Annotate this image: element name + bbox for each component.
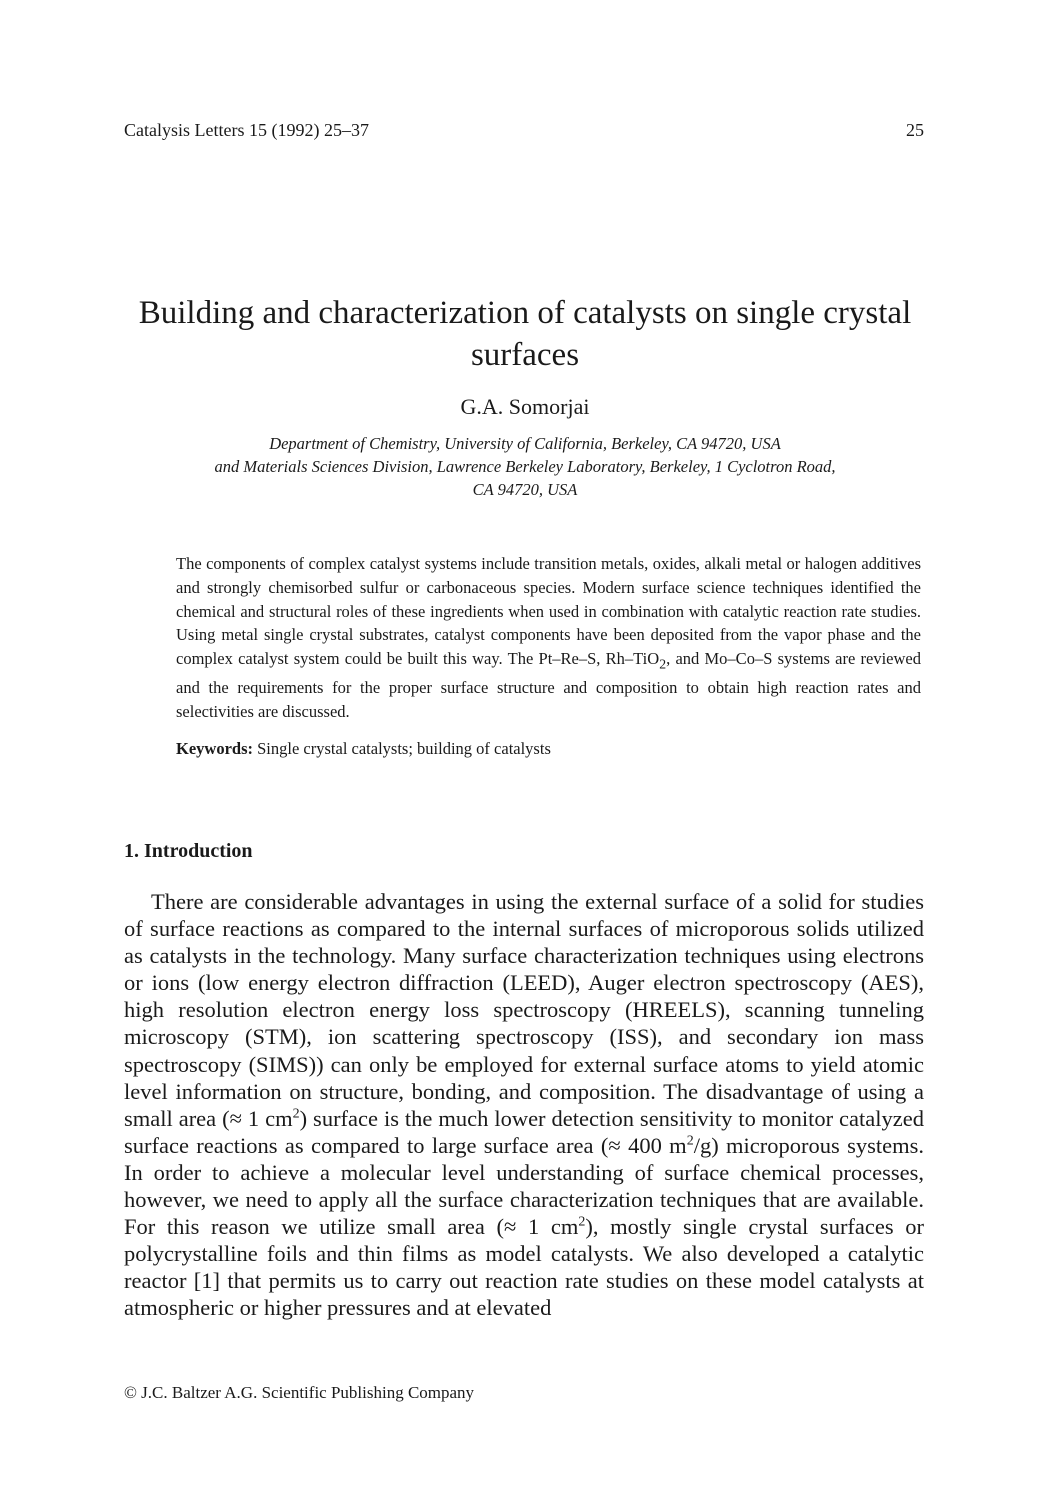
journal-citation: Catalysis Letters 15 (1992) 25–37 (124, 120, 369, 140)
keywords-text: Single crystal catalysts; building of catalysts (253, 739, 551, 758)
affiliation-line: CA 94720, USA (472, 480, 578, 499)
article-title: Building and characterization of catalysts on single crystal surfaces (138, 295, 912, 373)
superscript: 2 (686, 1133, 694, 1149)
copyright-footer: © J.C. Baltzer A.G. Scientific Publishing Company (124, 1383, 475, 1402)
author-affiliation (120, 432, 930, 501)
author-name: G.A. Somorjai (460, 394, 590, 419)
body-text-run: ), mostly single crystal surfaces or polycrystalline foils and thin films as model catalysts. We also developed a catalytic reactor [1] that permits us to carry out reaction rate studies on these model catalysts at atmospheric or higher pressures and at elevated (124, 1214, 925, 1321)
body-text-run: ) surface is the much lower detection sensitivity to monitor catalyzed surface reactions as compared to large surface area (≈ 400 m (124, 1105, 924, 1158)
abstract-text: The components of complex catalyst systems include transition metals, oxides, alkali metal or halogen additives and strongly chemisorbed sulfur or carbonaceous species. Modern surface science techniques identified the chemical and structural roles of these ingredients when used in combination with catalytic reaction rate studies. Using metal single crystal substrates, catalyst components have been deposited from the vapor phase and the complex catalyst system could be built this way. The Pt–Re–S, Rh–TiO (176, 554, 921, 669)
keywords-label: Keywords: (176, 739, 253, 758)
abstract (176, 552, 921, 724)
introduction-paragraph (124, 888, 924, 1322)
abstract-subscript: 2 (659, 656, 667, 672)
running-head (124, 118, 924, 142)
keywords (176, 737, 921, 760)
abstract-text: , and Mo–Co–S systems are reviewed and the requirements for the proper surface structure and composition to obtain high reaction rates and selectivities are discussed. (176, 649, 921, 722)
affiliation-line: and Materials Sciences Division, Lawrence Berkeley Laboratory, Berkeley, 1 Cyclotron Road, (214, 457, 836, 476)
affiliation-line: Department of Chemistry, University of California, Berkeley, CA 94720, USA (269, 434, 781, 453)
superscript: 2 (578, 1214, 586, 1230)
superscript: 2 (292, 1106, 300, 1122)
section-heading: 1. Introduction (124, 840, 253, 862)
body-text-run: /g) microporous systems. In order to achieve a molecular level understanding of surface chemical processes, however, we need to apply all the surface characterization techniques that are available. For this reason we utilize small area (≈ 1 cm (124, 1132, 924, 1240)
body-text-run: There are considerable advantages in using the external surface of a solid for studies of surface reactions as compared to the internal surfaces of microporous solids utilized as catalysts in the technology. Many surface characterization techniques using electrons or ions (low energy electron diffraction (LEED), Auger electron spectroscopy (AES), high resolution electron energy loss spectroscopy (HREELS), scanning tunneling microscopy (STM), ion scattering spectroscopy (ISS), and secondary ion mass spectroscopy (SIMS)) can only be employed for external surface atoms to yield atomic level information on structure, bonding, and composition. The disadvantage of using a small area (≈ 1 cm (124, 889, 924, 1131)
page-number: 25 (906, 120, 924, 140)
